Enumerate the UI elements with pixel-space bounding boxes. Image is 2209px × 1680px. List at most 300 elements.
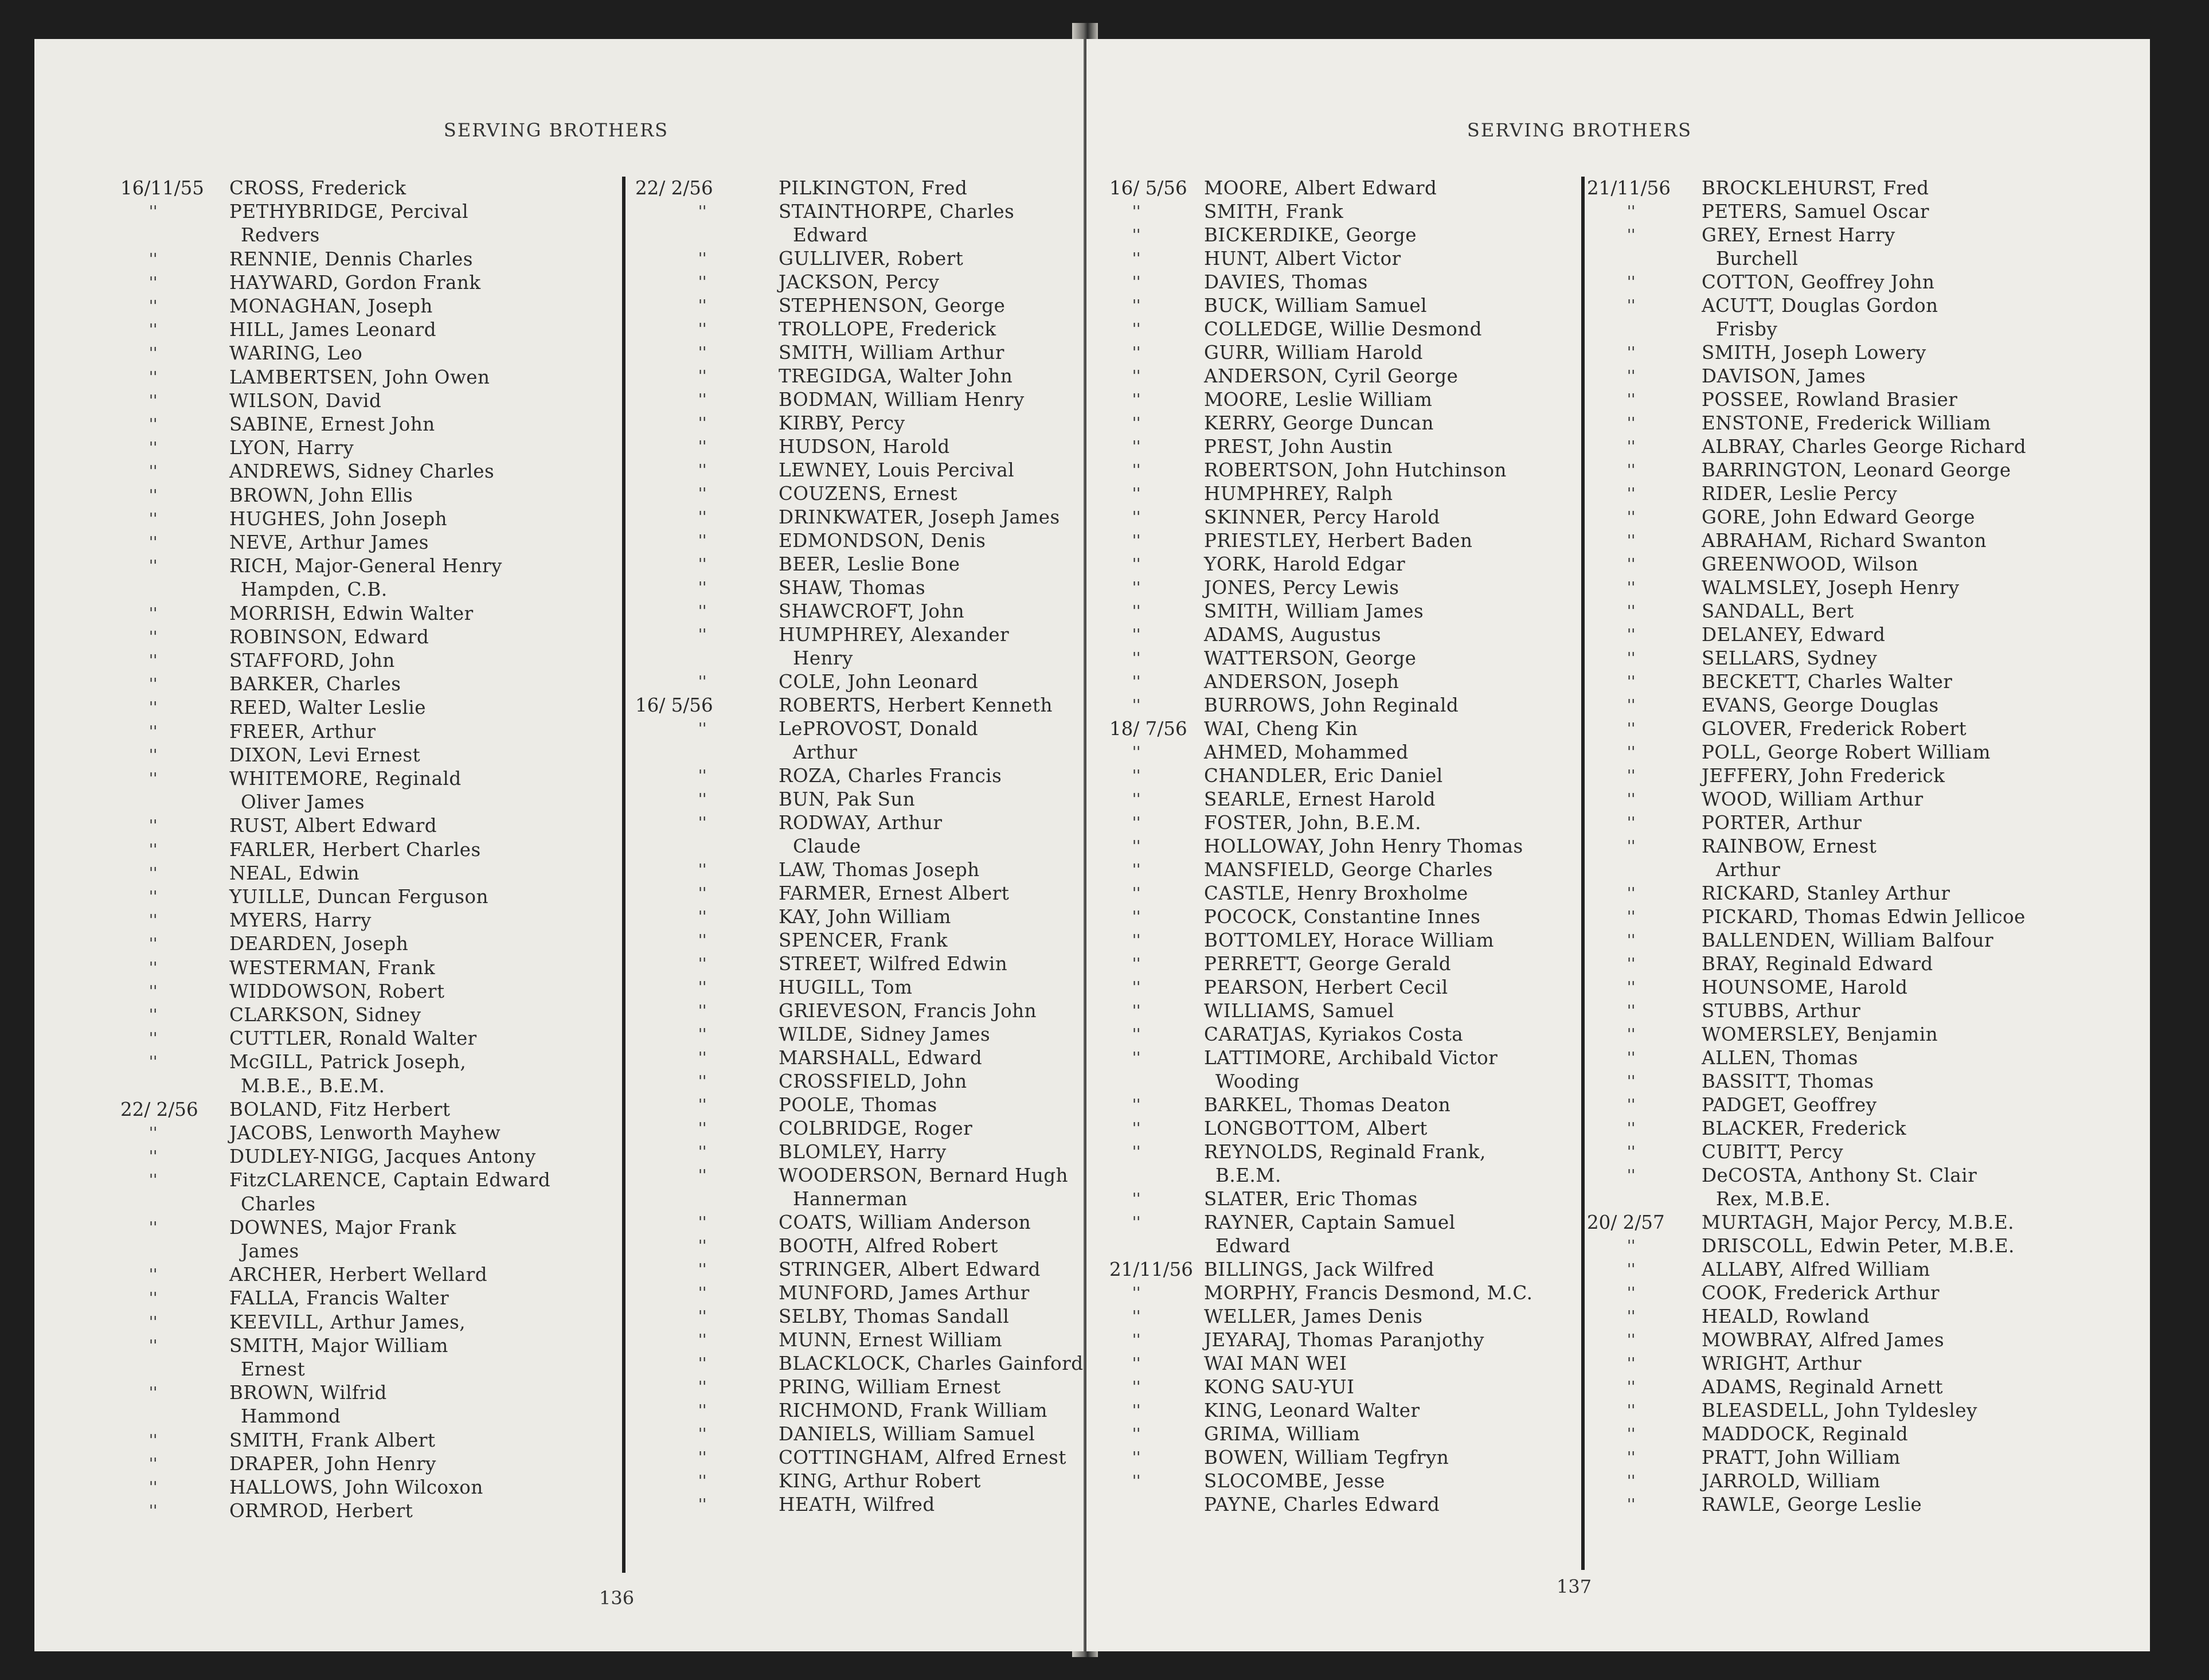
ditto-mark: ''	[149, 675, 158, 693]
member-entry	[120, 1122, 659, 1145]
member-name: JONES, Percy Lewis	[1204, 577, 1399, 599]
member-name: ARCHER, Herbert Wellard	[229, 1264, 488, 1286]
ditto-mark: ''	[1627, 1355, 1636, 1372]
member-name: SMITH, Major William	[229, 1334, 448, 1357]
member-entry	[120, 862, 659, 885]
member-name: DEARDEN, Joseph	[229, 933, 409, 955]
member-entry	[120, 696, 659, 720]
member-name: MONAGHAN, Joseph	[229, 295, 433, 317]
member-entry	[120, 271, 659, 295]
ditto-mark: ''	[698, 861, 707, 878]
member-name: REYNOLDS, Reginald Frank,	[1204, 1141, 1486, 1163]
member-name: SMITH, Frank Albert	[229, 1429, 436, 1451]
ditto-mark: ''	[698, 250, 707, 267]
member-entry	[635, 1282, 1082, 1305]
member-name: COTTINGHAM, Alfred Ernest	[779, 1447, 1066, 1468]
member-name: RENNIE, Dennis Charles	[229, 248, 473, 270]
page-number: 136	[599, 1587, 635, 1609]
member-name-continuation: Frisby	[1716, 318, 1778, 340]
ditto-mark: ''	[1132, 744, 1141, 761]
member-name: STREET, Wilfred Edwin	[779, 953, 1008, 975]
ditto-mark: ''	[1132, 885, 1141, 902]
ditto-mark: ''	[1132, 532, 1141, 549]
member-entry	[1109, 717, 1579, 741]
member-name: POCOCK, Constantine Innes	[1204, 906, 1481, 928]
ditto-mark: ''	[149, 652, 158, 669]
member-entry	[120, 932, 659, 956]
member-entry	[1109, 1352, 1579, 1376]
ditto-mark: ''	[698, 556, 707, 573]
ditto-mark: ''	[1627, 626, 1636, 643]
member-name: KONG SAU-YUI	[1204, 1376, 1355, 1398]
ditto-mark: ''	[698, 767, 707, 784]
member-entry	[1587, 341, 2137, 365]
member-name: PEARSON, Herbert Cecil	[1204, 976, 1448, 998]
ditto-mark: ''	[149, 982, 158, 1000]
member-entry	[1587, 905, 2137, 929]
member-name: WOODERSON, Bernard Hugh	[779, 1165, 1069, 1186]
ditto-mark: ''	[1132, 415, 1141, 432]
ditto-mark: ''	[149, 1171, 158, 1189]
member-name-continuation: Ernest	[241, 1358, 306, 1380]
member-name: STAFFORD, John	[229, 650, 395, 671]
ditto-mark: ''	[149, 203, 158, 221]
ditto-mark: ''	[1132, 955, 1141, 972]
member-name: POSSEE, Rowland Brasier	[1702, 389, 1958, 411]
member-name: WOMERSLEY, Benjamin	[1702, 1023, 1938, 1045]
member-name: KING, Arthur Robert	[779, 1470, 981, 1492]
member-entry	[120, 554, 659, 601]
member-entry	[1109, 388, 1579, 412]
member-name: TROLLOPE, Frederick	[779, 318, 996, 340]
member-entry	[120, 626, 659, 649]
initiation-date: 16/ 5/56	[635, 694, 713, 716]
member-name: LePROVOST, Donald	[779, 718, 979, 740]
member-entry	[1109, 788, 1579, 811]
member-name: WILSON, David	[229, 389, 382, 412]
member-entry	[1587, 482, 2137, 506]
member-name: LEWNEY, Louis Percival	[779, 459, 1015, 481]
member-entry	[120, 1098, 659, 1122]
member-entry	[1109, 1140, 1579, 1187]
ditto-mark: ''	[1627, 1378, 1636, 1396]
member-name: DELANEY, Edward	[1702, 624, 1886, 646]
ditto-mark: ''	[698, 532, 707, 549]
member-entry	[120, 177, 659, 200]
member-entry	[1587, 835, 2137, 882]
ditto-mark: ''	[149, 392, 158, 409]
member-name: RIDER, Leslie Percy	[1702, 483, 1898, 505]
member-name: PERRETT, George Gerald	[1204, 953, 1452, 975]
member-entry	[1109, 553, 1579, 576]
member-name: AHMED, Mohammed	[1204, 741, 1409, 763]
member-entry	[1587, 1305, 2137, 1329]
member-entry	[1109, 1329, 1579, 1352]
ditto-mark: ''	[1132, 814, 1141, 831]
member-name: NEVE, Arthur James	[229, 532, 429, 553]
ditto-mark: ''	[1132, 1190, 1141, 1208]
member-name: HOLLOWAY, John Henry Thomas	[1204, 835, 1523, 857]
ditto-mark: ''	[698, 1355, 707, 1372]
member-entry	[1587, 811, 2137, 835]
ditto-mark: ''	[698, 673, 707, 690]
member-name: GURR, William Harold	[1204, 342, 1423, 364]
member-entry	[120, 838, 659, 862]
ditto-mark: ''	[698, 603, 707, 620]
member-name-continuation: Oliver James	[241, 791, 365, 814]
member-name: KING, Leonard Walter	[1204, 1400, 1420, 1421]
ditto-mark: ''	[698, 1167, 707, 1184]
member-entry	[1109, 1023, 1579, 1046]
member-entry	[1109, 1470, 1579, 1493]
member-name: SLOCOMBE, Jesse	[1204, 1470, 1385, 1492]
ditto-mark: ''	[1132, 1449, 1141, 1466]
member-entry	[635, 412, 1082, 435]
member-entry	[120, 484, 659, 507]
member-name: PICKARD, Thomas Edwin Jellicoe	[1702, 906, 2026, 928]
ditto-mark: ''	[698, 1331, 707, 1349]
member-entry	[635, 1117, 1082, 1140]
ditto-mark: ''	[1132, 274, 1141, 291]
member-entry	[1587, 741, 2137, 764]
member-name: COOK, Frederick Arthur	[1702, 1282, 1940, 1304]
member-name: ADAMS, Reginald Arnett	[1702, 1376, 1944, 1398]
ditto-mark: ''	[1132, 368, 1141, 385]
member-entry	[635, 1023, 1082, 1046]
member-name: BARKER, Charles	[229, 673, 401, 696]
member-name: WALMSLEY, Joseph Henry	[1702, 577, 1960, 599]
member-name: PETHYBRIDGE, Percival	[229, 201, 469, 223]
ditto-mark: ''	[1132, 1002, 1141, 1019]
ditto-mark: ''	[698, 1026, 707, 1043]
member-entry	[1587, 788, 2137, 811]
member-name: WATTERSON, George	[1204, 647, 1417, 669]
member-name: SMITH, Frank	[1204, 201, 1344, 222]
member-entry	[120, 1452, 659, 1476]
member-name: STUBBS, Arthur	[1702, 1000, 1861, 1022]
member-entry	[635, 1352, 1082, 1376]
ditto-mark: ''	[149, 888, 158, 905]
member-name: MURTAGH, Major Percy, M.B.E.	[1702, 1212, 2015, 1233]
member-name: WAI MAN WEI	[1204, 1353, 1347, 1374]
ditto-mark: ''	[149, 486, 158, 504]
member-entry	[120, 436, 659, 460]
member-entry	[1587, 929, 2137, 952]
member-entry	[120, 1311, 659, 1334]
member-entry	[635, 388, 1082, 412]
ditto-mark: ''	[1132, 1425, 1141, 1443]
member-name: EDMONDSON, Denis	[779, 530, 986, 552]
member-name: STRINGER, Albert Edward	[779, 1259, 1041, 1280]
ditto-mark: ''	[149, 1218, 158, 1236]
ditto-mark: ''	[149, 1455, 158, 1472]
member-entry	[635, 1046, 1082, 1070]
member-entry	[635, 553, 1082, 576]
member-entry	[1109, 858, 1579, 882]
member-entry	[120, 413, 659, 436]
member-entry	[1109, 647, 1579, 670]
ditto-mark: ''	[1132, 838, 1141, 855]
ditto-mark: ''	[1132, 321, 1141, 338]
ditto-mark: ''	[1132, 1096, 1141, 1114]
member-name-continuation: Edward	[793, 224, 869, 246]
ditto-mark: ''	[1627, 532, 1636, 549]
member-name: PREST, John Austin	[1204, 436, 1393, 458]
member-name: COATS, William Anderson	[779, 1212, 1031, 1233]
ditto-mark: ''	[698, 485, 707, 502]
member-name: BROCKLEHURST, Fred	[1702, 177, 1929, 199]
ditto-mark: ''	[149, 628, 158, 646]
ditto-mark: ''	[1627, 509, 1636, 526]
ditto-mark: ''	[149, 557, 158, 575]
ditto-mark: ''	[149, 841, 158, 858]
member-name-continuation: Claude	[793, 835, 861, 857]
member-entry	[120, 980, 659, 1003]
member-entry	[1109, 1305, 1579, 1329]
member-name-continuation: Charles	[241, 1193, 316, 1215]
member-entry	[1109, 1376, 1579, 1399]
member-entry	[120, 1050, 659, 1097]
member-name: NEAL, Edwin	[229, 862, 360, 884]
ditto-mark: ''	[1627, 650, 1636, 667]
member-name: GORE, John Edward George	[1702, 506, 1975, 528]
member-name: ROBERTS, Herbert Kenneth	[779, 694, 1053, 716]
member-name: HUMPHREY, Ralph	[1204, 483, 1393, 505]
member-entry	[1109, 999, 1579, 1023]
member-name: COLBRIDGE, Roger	[779, 1118, 973, 1139]
ditto-mark: ''	[698, 791, 707, 808]
ditto-mark: ''	[1627, 814, 1636, 831]
ditto-mark: ''	[1132, 1331, 1141, 1349]
member-name: DeCOSTA, Anthony St. Clair	[1702, 1165, 1977, 1186]
member-name: WARING, Leo	[229, 342, 363, 365]
member-name: REED, Walter Leslie	[229, 697, 427, 719]
initiation-date: 20/ 2/57	[1587, 1212, 1665, 1233]
ditto-mark: ''	[1627, 485, 1636, 502]
ditto-mark: ''	[1627, 203, 1636, 220]
member-name-continuation: Redvers	[241, 224, 320, 247]
member-entry	[635, 694, 1082, 717]
member-name: JEYARAJ, Thomas Paranjothy	[1204, 1329, 1484, 1351]
member-entry	[1587, 623, 2137, 647]
member-entry	[1587, 435, 2137, 459]
ditto-mark: ''	[149, 1337, 158, 1354]
member-entry	[1587, 1070, 2137, 1093]
member-name: BLEASDELL, John Tyldesley	[1702, 1400, 1977, 1421]
member-name: SELLARS, Sydney	[1702, 647, 1878, 669]
ditto-mark: ''	[149, 1053, 158, 1071]
ditto-mark: ''	[1132, 509, 1141, 526]
ditto-mark: ''	[149, 250, 158, 268]
member-name: WOOD, William Arthur	[1702, 788, 1923, 810]
ditto-mark: ''	[698, 932, 707, 949]
member-entry	[120, 318, 659, 342]
member-entry	[1587, 1140, 2137, 1164]
member-name-continuation: Edward	[1215, 1235, 1291, 1257]
member-name: RAYNER, Captain Samuel	[1204, 1212, 1456, 1233]
member-name: FARLER, Herbert Charles	[229, 838, 481, 861]
member-name: MANSFIELD, George Charles	[1204, 859, 1493, 881]
member-entry	[1109, 576, 1579, 600]
member-entry	[120, 531, 659, 554]
member-name: MOORE, Albert Edward	[1204, 177, 1437, 199]
member-name-continuation: Hampden, C.B.	[241, 579, 388, 601]
ditto-mark: ''	[1627, 1261, 1636, 1278]
member-entry	[120, 909, 659, 932]
ditto-mark: ''	[698, 415, 707, 432]
ditto-mark: ''	[1132, 556, 1141, 573]
member-name: POLL, George Robert William	[1702, 741, 1991, 763]
ditto-mark: ''	[1132, 979, 1141, 996]
member-name: ROBINSON, Edward	[229, 626, 429, 648]
member-name: DAVISON, James	[1702, 365, 1866, 387]
member-entry	[635, 435, 1082, 459]
ditto-mark: ''	[149, 345, 158, 362]
page-header: SERVING BROTHERS	[1467, 119, 1692, 141]
ditto-mark: ''	[1627, 368, 1636, 385]
member-entry	[635, 529, 1082, 553]
ditto-mark: ''	[149, 1290, 158, 1307]
member-name-continuation: Henry	[793, 647, 853, 669]
member-entry	[635, 506, 1082, 529]
ditto-mark: ''	[698, 1002, 707, 1019]
member-name: BOWEN, William Tegfryn	[1204, 1447, 1449, 1468]
member-name: WILLIAMS, Samuel	[1204, 1000, 1394, 1022]
ditto-mark: ''	[149, 1124, 158, 1142]
ditto-mark: ''	[698, 1308, 707, 1325]
member-name: HILL, James Leonard	[229, 319, 437, 341]
ditto-mark: ''	[698, 1425, 707, 1443]
member-name: PADGET, Geoffrey	[1702, 1094, 1877, 1116]
member-name: KAY, John William	[779, 906, 951, 928]
ditto-mark: ''	[1132, 1214, 1141, 1231]
member-name: YORK, Harold Edgar	[1204, 553, 1406, 575]
ditto-mark: ''	[1627, 1120, 1636, 1137]
member-entry	[1109, 905, 1579, 929]
ditto-mark: ''	[149, 1148, 158, 1166]
ditto-mark: ''	[1132, 438, 1141, 455]
ditto-mark: ''	[698, 344, 707, 361]
ditto-mark: ''	[149, 463, 158, 480]
member-entry	[120, 744, 659, 767]
initiation-date: 21/11/56	[1109, 1259, 1193, 1280]
member-entry	[120, 1499, 659, 1523]
ditto-mark: ''	[149, 1384, 158, 1402]
member-entry	[1587, 1164, 2137, 1211]
member-name: PRIESTLEY, Herbert Baden	[1204, 530, 1473, 552]
ditto-mark: ''	[149, 699, 158, 717]
initiation-date: 21/11/56	[1587, 177, 1671, 199]
member-entry	[1109, 600, 1579, 623]
member-name-continuation: Arthur	[1716, 859, 1781, 881]
ditto-mark: ''	[698, 1049, 707, 1066]
member-name: CHANDLER, Eric Daniel	[1204, 765, 1443, 787]
member-entry	[635, 1140, 1082, 1164]
ditto-mark: ''	[698, 321, 707, 338]
ditto-mark: ''	[149, 817, 158, 835]
ditto-mark: ''	[1627, 274, 1636, 291]
member-entry	[120, 200, 659, 247]
member-name: CROSSFIELD, John	[779, 1070, 967, 1092]
ditto-mark: ''	[149, 1431, 158, 1449]
member-entry	[1109, 341, 1579, 365]
member-name: BURROWS, John Reginald	[1204, 694, 1459, 716]
ditto-mark: ''	[1627, 556, 1636, 573]
member-entry	[1587, 1376, 2137, 1399]
member-entry	[1109, 835, 1579, 858]
member-entry	[635, 1376, 1082, 1399]
member-name: CASTLE, Henry Broxholme	[1204, 882, 1468, 904]
member-name: McGILL, Patrick Joseph,	[229, 1051, 467, 1073]
ditto-mark: ''	[1132, 579, 1141, 596]
member-name: LATTIMORE, Archibald Victor	[1204, 1047, 1498, 1069]
ditto-mark: ''	[698, 955, 707, 972]
member-entry	[1587, 576, 2137, 600]
member-name: CROSS, Frederick	[229, 177, 406, 199]
member-name: FALLA, Francis Walter	[229, 1287, 449, 1310]
member-entry	[635, 318, 1082, 341]
member-name: RICHMOND, Frank William	[779, 1400, 1047, 1421]
member-name: BLOMLEY, Harry	[779, 1141, 947, 1163]
ditto-mark: ''	[698, 814, 707, 831]
member-name: BROWN, Wilfrid	[229, 1382, 387, 1404]
ditto-mark: ''	[1132, 603, 1141, 620]
ditto-mark: ''	[1132, 1402, 1141, 1419]
member-entry	[120, 720, 659, 744]
ditto-mark: ''	[1627, 1496, 1636, 1513]
member-name: PETERS, Samuel Oscar	[1702, 201, 1930, 222]
member-entry	[1587, 1446, 2137, 1470]
member-name: BLACKER, Frederick	[1702, 1118, 1907, 1139]
column-divider	[622, 177, 625, 1573]
member-entry	[635, 788, 1082, 811]
member-name: WIDDOWSON, Robert	[229, 980, 445, 1002]
member-entry	[1587, 1423, 2137, 1446]
member-entry	[1587, 882, 2137, 905]
ditto-mark: ''	[1132, 1049, 1141, 1066]
member-entry	[1109, 929, 1579, 952]
ditto-mark: ''	[1132, 1308, 1141, 1325]
member-entry	[1109, 1282, 1579, 1305]
ditto-mark: ''	[149, 1006, 158, 1023]
ditto-mark: ''	[1132, 1284, 1141, 1302]
ditto-mark: ''	[149, 959, 158, 976]
ditto-mark: ''	[698, 203, 707, 220]
ditto-mark: ''	[698, 720, 707, 737]
ditto-mark: ''	[149, 935, 158, 953]
member-name: BOLAND, Fitz Herbert	[229, 1098, 451, 1120]
member-entry	[1109, 224, 1579, 247]
ditto-mark: ''	[149, 746, 158, 764]
member-entry	[1587, 1399, 2137, 1423]
member-entry	[120, 1334, 659, 1381]
member-entry	[120, 673, 659, 696]
member-name: POOLE, Thomas	[779, 1094, 937, 1116]
member-entry	[120, 460, 659, 483]
ditto-mark: ''	[698, 1237, 707, 1255]
member-name: WESTERMAN, Frank	[229, 956, 436, 979]
member-entry	[635, 1423, 1082, 1446]
member-entry	[635, 294, 1082, 318]
member-name-continuation: Rex, M.B.E.	[1716, 1188, 1831, 1210]
member-entry	[635, 623, 1082, 670]
member-name: DIXON, Levi Ernest	[229, 744, 421, 766]
member-entry	[1587, 224, 2137, 271]
ditto-mark: ''	[1627, 415, 1636, 432]
member-entry	[635, 271, 1082, 294]
ditto-mark: ''	[149, 298, 158, 315]
ditto-mark: ''	[1132, 1120, 1141, 1137]
